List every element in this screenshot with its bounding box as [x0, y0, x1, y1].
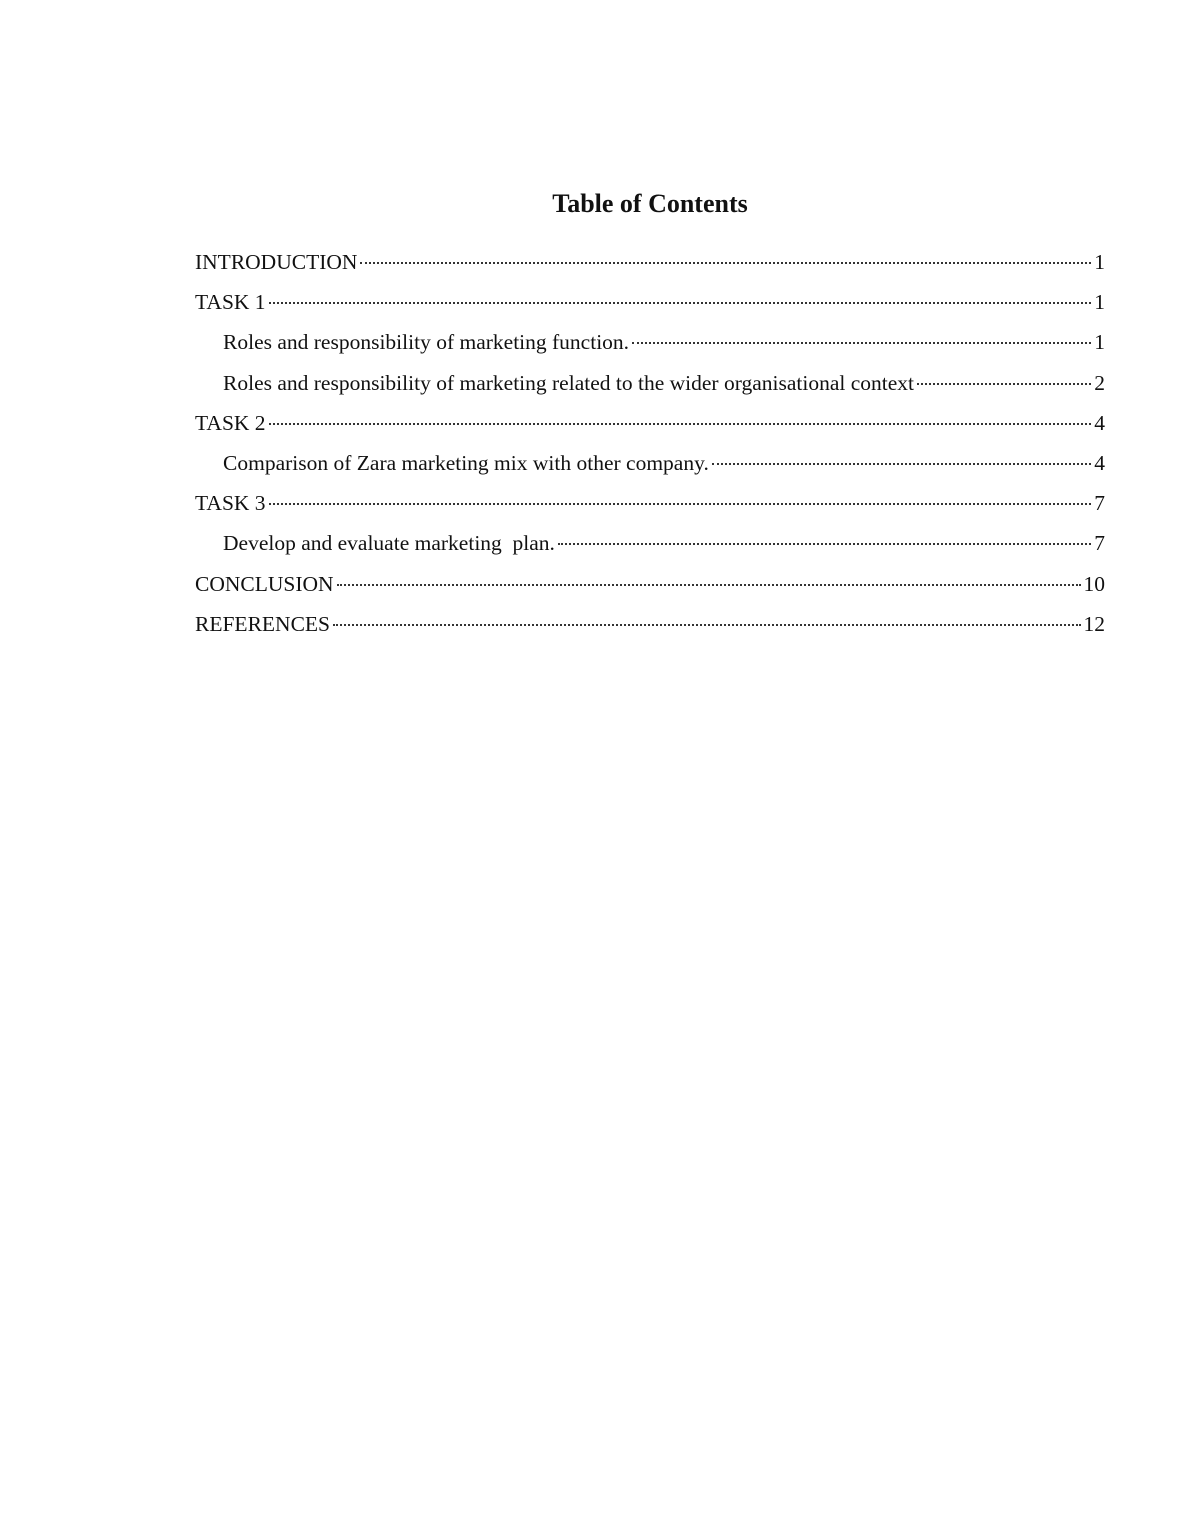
- dot-leader: [712, 463, 1091, 465]
- dot-leader: [269, 503, 1092, 505]
- toc-entry-label: Comparison of Zara marketing mix with other company.: [223, 450, 709, 475]
- toc-entry-task-1[interactable]: [195, 282, 1105, 322]
- toc-entry-page: 7: [1094, 531, 1105, 556]
- toc-entry-marketing-plan[interactable]: [195, 523, 1105, 563]
- toc-entry-page: 1: [1094, 330, 1105, 355]
- toc-entry-label: REFERENCES: [195, 611, 330, 636]
- toc-entry-page: 1: [1094, 290, 1105, 315]
- toc-entry-marketing-function[interactable]: [195, 322, 1105, 362]
- toc-entry-label: TASK 1: [195, 290, 266, 315]
- toc-entry-references[interactable]: [195, 604, 1105, 644]
- toc-entry-zara-comparison[interactable]: [195, 443, 1105, 483]
- toc-entry-wider-context[interactable]: [195, 363, 1105, 403]
- toc-entry-task-3[interactable]: [195, 483, 1105, 523]
- toc-title: Table of Contents: [552, 189, 748, 218]
- toc-entry-page: 1: [1094, 250, 1105, 274]
- toc-entry-page: 4: [1094, 450, 1105, 475]
- toc-entry-page: 2: [1094, 370, 1105, 395]
- toc-entry-page: 7: [1094, 491, 1105, 516]
- toc-entry-label: CONCLUSION: [195, 571, 334, 596]
- toc-entry-label: Roles and responsibility of marketing related to the wider organisational context: [223, 370, 915, 395]
- dot-leader: [337, 584, 1081, 586]
- toc-entry-label: TASK 3: [195, 491, 266, 516]
- toc-list: [195, 242, 1105, 644]
- toc-entry-label: INTRODUCTION: [195, 250, 358, 274]
- dot-leader: [558, 543, 1091, 545]
- toc-entry-task-2[interactable]: [195, 403, 1105, 443]
- dot-leader: [333, 624, 1081, 626]
- dot-leader: [632, 342, 1091, 344]
- toc-entry-introduction[interactable]: [195, 242, 1105, 282]
- dot-leader: [917, 383, 1091, 385]
- toc-entry-conclusion[interactable]: [195, 564, 1105, 604]
- toc-entry-page: 12: [1083, 611, 1105, 636]
- toc-entry-label: Develop and evaluate marketing plan.: [223, 531, 555, 556]
- toc-entry-page: 4: [1094, 410, 1105, 435]
- dot-leader: [269, 302, 1092, 304]
- toc-entry-label: Roles and responsibility of marketing function.: [223, 330, 630, 355]
- toc-entry-page: 10: [1083, 571, 1105, 596]
- dot-leader: [269, 423, 1092, 425]
- toc-entry-label: TASK 2: [195, 410, 266, 435]
- dot-leader: [360, 262, 1091, 264]
